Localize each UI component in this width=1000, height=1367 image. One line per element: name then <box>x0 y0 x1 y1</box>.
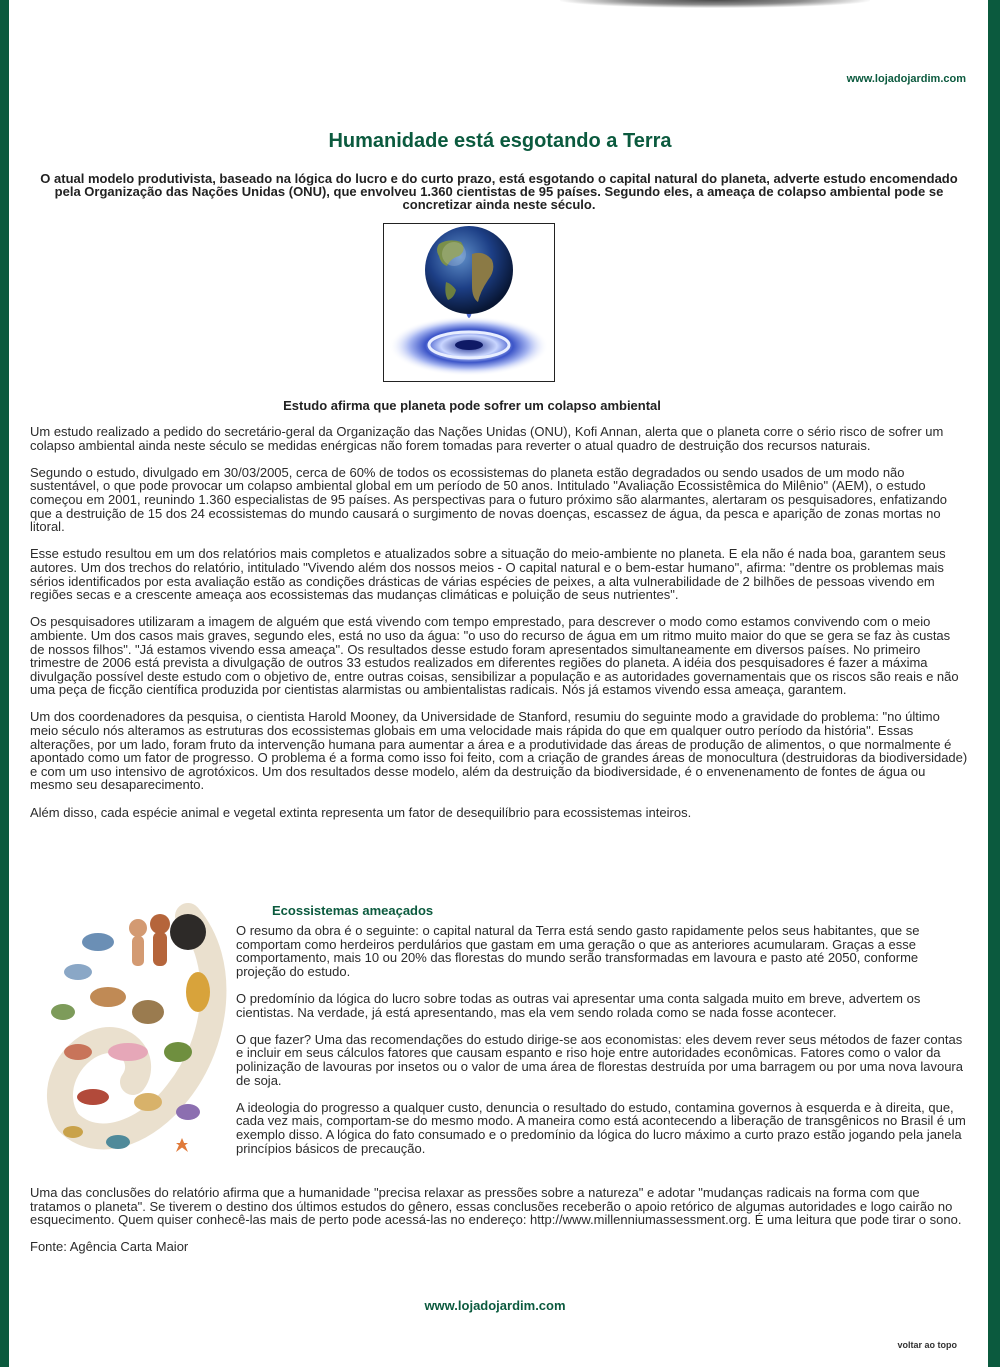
animal-spiral-icon <box>38 902 232 1174</box>
article-paragraph: Além disso, cada espécie animal e vegetal extinta representa um fator de desequilíbrio para ecossistemas inteiros. <box>30 804 692 820</box>
article-lead: O atual modelo produtivista, baseado na lógica do lucro e do curto prazo, está esgotando o capital natural do planeta, adverte estudo encomendado pela Organização das Nações Unidas (ONU), que envolveu 1.360 cientistas de 95 países. Segundo eles, a ameaça de colapso ambiental pode se concretizar ainda neste século. <box>40 171 958 212</box>
source-credit: Fonte: Agência Carta Maior <box>30 1239 189 1255</box>
site-link-top[interactable]: www.lojadojardim.com <box>846 73 966 85</box>
article-paragraph: Segundo o estudo, divulgado em 30/03/2005, cerca de 60% de todos os ecossistemas do planeta estão degradados ou sendo usados de um modo não sustentável, o que pode provocar um colapso ambiental global em um período de 50 anos. Intitulado "Avaliação Ecossistêmica do Milênio" (AEM), o estudo começou em 2001, reunindo 1.360 especialistas de 95 países. As perspectivas para o futuro próximo são alarmantes, alertaram os pesquisadores, enfatizando que a destruição de 15 dos 24 ecossistemas do mundo causará o surgimento de novas doenças, escassez de água, da pesca e aparição de zonas mortas no litoral. <box>30 464 948 535</box>
site-link-bottom[interactable]: www.lojadojardim.com <box>424 1298 566 1313</box>
article-paragraph: Um dos coordenadores da pesquisa, o cientista Harold Mooney, da Universidade de Stanford, resumiu do seguinte modo a gravidade do problema: "no último meio século nós alteramos as estruturas dos ecossistemas globais em uma velocidade mais rápida do que em qualquer outro período da história". Essas alterações, por um lado, foram fruto da intervenção humana para aumentar a área e a produtividade das áreas de produção de alimentos, o que normalmente é apontado como um fator de progresso. O problema é a forma como isso foi feito, com a criação de grandes áreas de monocultura (destruidoras da biodiversidade) e com um uso intensivo de agrotóxicos. Um dos resultados desse modelo, além da destruição da biodiversidade, é o envenenamento de fontes de água ou mesmo seu desaparecimento. <box>30 709 968 793</box>
article-paragraph: Um estudo realizado a pedido do secretário-geral da Organização das Nações Unidas (ONU), Kofi Annan, alerta que o planeta corre o sério risco de sofrer um colapso ambiental ainda neste século se medidas enérgicas não forem tomadas para reverter o atual quadro de destruição dos recursos naturais. <box>30 424 944 453</box>
article-paragraph: Os pesquisadores utilizaram a imagem de alguém que está vivendo com tempo emprestado, para descrever o modo como estamos convivendo com o meio ambiente. Um dos casos mais graves, segundo eles, está no uso da água: "o uso do recurso de água em um ritmo muito maior do que se gera se faz às custas de nossos filhos". "Já estamos vivendo essa ameaça". Os resultados desse estudo foram apresentados simultaneamente em diversos países. No primeiro trimestre de 2006 está prevista a divulgação de outros 33 estudos realizados em diferentes regiões do planeta. A idéia dos pesquisadores é fazer a máxima divulgação possível deste estudo com o objetivo de, entre outras coisas, sensibilizar a população e as autoridades governamentais que os riscos são reais e não uma peça de ficção científica produzida por cientistas alarmistas ou ambientalistas radicais. Nós já estamos vivendo essa ameaça, garantem. <box>30 614 959 698</box>
section-title: Ecossistemas ameaçados <box>272 903 434 918</box>
section-paragraph: A ideologia do progresso a qualquer custo, denuncia o resultado do estudo, contamina governos à esquerda e à direita, que, cada vez mais, comportam-se do mesmo modo. A maneira como está acontecendo a liberação de transgênicos no Brasil é um exemplo disso. A lógica do fato consumado e o predomínio da lógica do lucro máximo a curto prazo estão jogando pela janela princípios básicos de precaução. <box>236 1099 966 1156</box>
left-frame-border <box>0 0 9 1367</box>
conclusion-paragraph: Uma das conclusões do relatório afirma que a humanidade "precisa relaxar as pressões sobre a natureza" e adotar "mudanças radicais na forma com que tratamos o planeta". Se tiverem o destino dos últimos estudos do gênero, essas conclusões receberão o apoio retórico de algumas autoridades e logo cairão no esquecimento. Quem quiser conhecê-las mais de perto pode acessá-las no endereço: http://www.millenniumassessment.org. É uma leitura que pode tirar o sono. <box>30 1185 962 1228</box>
article-title: Humanidade está esgotando a Terra <box>328 130 672 152</box>
section-paragraph: O que fazer? Uma das recomendações do estudo dirige-se aos economistas: eles devem rever seus métodos de fazer contas e incluir em seus cálculos fatores que causam espanto e riso hoje entre autoridades econômicas. Fatores como o valor da polinização de lavouras por insetos ou o valor de uma área de florestas destruída por uma barragem ou por uma nova lavoura de soja. <box>236 1031 963 1088</box>
right-frame-border <box>988 0 1000 1367</box>
conclusion-block <box>30 1186 968 1268</box>
species-spiral-image <box>38 902 232 1174</box>
image-caption: Estudo afirma que planeta pode sofrer um colapso ambiental <box>283 398 661 413</box>
section-body <box>236 924 966 1169</box>
top-shadow-decoration <box>560 0 870 8</box>
back-to-top-link[interactable]: voltar ao topo <box>897 1340 957 1350</box>
earth-water-drop-image <box>383 223 555 382</box>
article-body <box>30 425 968 833</box>
earth-globe-icon <box>384 224 554 381</box>
section-paragraph: O resumo da obra é o seguinte: o capital natural da Terra está sendo gasto rapidamente pelos seus habitantes, que se comportam como herdeiros perdulários que gastam em uma geração o que as anteriores acumularam. Graças a esse comportamento, mais 10 ou 20% das florestas do mundo serão transformadas em lavoura e pasto até 2050, conforme projeção do estudo. <box>236 923 920 979</box>
article-paragraph: Esse estudo resultou em um dos relatórios mais completos e atualizados sobre a situação do meio-ambiente no planeta. E ela não é nada boa, garantem seus autores. Um dos trechos do relatório, intitulado "Vivendo além dos nossos meios - O capital natural e o bem-estar humano", afirma: "dentre os problemas mais sérios identificados por esta avaliação estão as condições drásticas de várias espécies de peixes, a alta vulnerabilidade de 2 bilhões de pessoas vivendo em regiões secas e a crescente ameaça aos ecossistemas das mudanças climáticas e poluição de seus nutrientes". <box>30 546 946 603</box>
section-paragraph: O predomínio da lógica do lucro sobre todas as outras vai apresentar uma conta salgada muito em breve, advertem os cientistas. Na verdade, já está apresentando, mas ela vem sendo rolada como se nada fosse acontecer. <box>236 990 921 1020</box>
